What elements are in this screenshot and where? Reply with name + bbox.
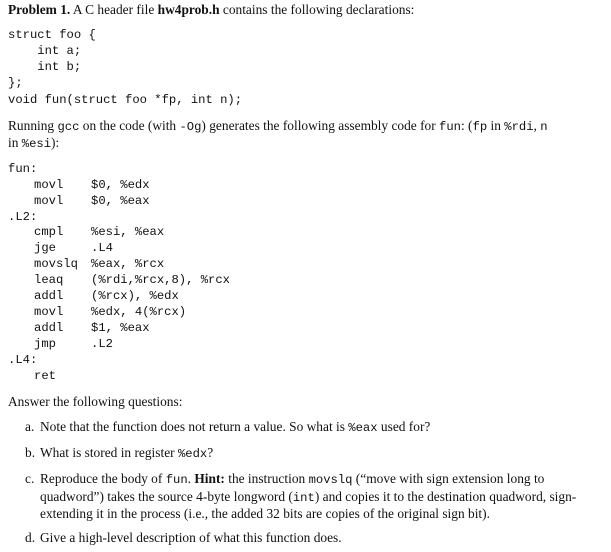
problem-intro-prefix: A C header file: [72, 2, 158, 17]
description-text: in: [487, 118, 505, 133]
asm-args: %eax, %rcx: [91, 257, 165, 271]
description-text: Running: [8, 118, 58, 133]
asm-args: .L4: [91, 241, 113, 255]
c-code-line: int b;: [8, 60, 82, 74]
rdi-code: %rdi: [504, 120, 534, 134]
asm-op: addl: [34, 289, 64, 303]
asm-args: $0, %eax: [91, 194, 150, 208]
asm-op: movl: [34, 194, 64, 208]
asm-label-fun: fun:: [8, 162, 38, 176]
asm-op: ret: [34, 369, 56, 383]
asm-args: .L2: [91, 337, 113, 351]
question-text: (“move with sign extension long to quadword”) takes the source 4-byte longword (: [40, 471, 545, 504]
asm-label-l4: .L4:: [8, 353, 38, 367]
problem-title: Problem 1.: [8, 2, 71, 17]
description-text: ,: [533, 118, 541, 133]
int-code: int: [292, 490, 315, 505]
flag-code: -Og: [179, 120, 202, 134]
fun-code: fun: [439, 120, 461, 134]
asm-op: jge: [34, 241, 56, 255]
asm-args: (%rdi,%rcx,8), %rcx: [91, 273, 230, 287]
question-a-marker: a.: [25, 419, 35, 434]
asm-args: %edx, 4(%rcx): [91, 305, 187, 319]
esi-code: %esi: [21, 137, 52, 151]
question-d: [40, 530, 600, 547]
question-text: .: [187, 471, 195, 486]
c-code-line: };: [8, 76, 23, 90]
problem-header: [8, 2, 414, 18]
c-code-line: int a;: [8, 44, 82, 58]
fp-code: fp: [472, 120, 488, 134]
asm-args: $1, %eax: [91, 321, 150, 335]
c-code-line: struct foo {: [8, 28, 96, 42]
question-text: What is stored in register: [40, 445, 178, 460]
question-b: [40, 445, 600, 463]
asm-args: $0, %edx: [91, 178, 150, 192]
problem-intro-suffix: contains the following declarations:: [219, 2, 415, 17]
description-text: in: [8, 135, 22, 150]
description-text: ):: [51, 135, 60, 150]
question-text: the instruction: [224, 471, 309, 486]
description-text: on the code (with: [79, 118, 180, 133]
question-c-marker: c.: [25, 471, 35, 486]
asm-op: cmpl: [34, 225, 64, 239]
asm-op: jmp: [34, 337, 56, 351]
asm-args: %esi, %eax: [91, 225, 165, 239]
n-code: n: [540, 120, 548, 134]
question-text: Note that the function does not return a value. So what is: [40, 419, 349, 434]
asm-label-l2: .L2:: [8, 210, 38, 224]
header-filename: hw4prob.h: [157, 2, 220, 17]
description-text: : (: [460, 118, 473, 133]
asm-op: addl: [34, 321, 64, 335]
question-c: [40, 471, 600, 523]
gcc-code: gcc: [57, 120, 80, 134]
question-text: ) and copies it to the destination quadword, sign-extending it in the process (i.e., the added 32 bits are copies of the original sign bit).: [40, 488, 577, 521]
fun-code: fun: [165, 473, 188, 487]
question-text: Give a high-level description of what this function does.: [40, 530, 342, 545]
question-a: [40, 419, 600, 437]
asm-op: leaq: [34, 273, 64, 287]
question-d-marker: d.: [25, 530, 36, 545]
question-b-marker: b.: [25, 445, 36, 460]
edx-code: %edx: [177, 447, 208, 461]
description-text: ) generates the following assembly code for: [201, 118, 440, 133]
question-text: ?: [207, 445, 214, 460]
asm-op: movl: [34, 305, 64, 319]
description-line-1: [8, 118, 548, 135]
hint-label: Hint:: [194, 471, 225, 486]
asm-args: (%rcx), %edx: [91, 289, 179, 303]
answer-intro: Answer the following questions:: [8, 394, 183, 409]
description-line-2: [8, 135, 59, 152]
asm-op: movslq: [34, 257, 78, 271]
question-text: used for?: [377, 419, 431, 434]
movslq-code: movslq: [308, 473, 353, 487]
c-code-line: void fun(struct foo *fp, int n);: [8, 93, 243, 107]
asm-op: movl: [34, 178, 64, 192]
eax-code: %eax: [348, 421, 378, 435]
question-text: Reproduce the body of: [40, 471, 166, 486]
